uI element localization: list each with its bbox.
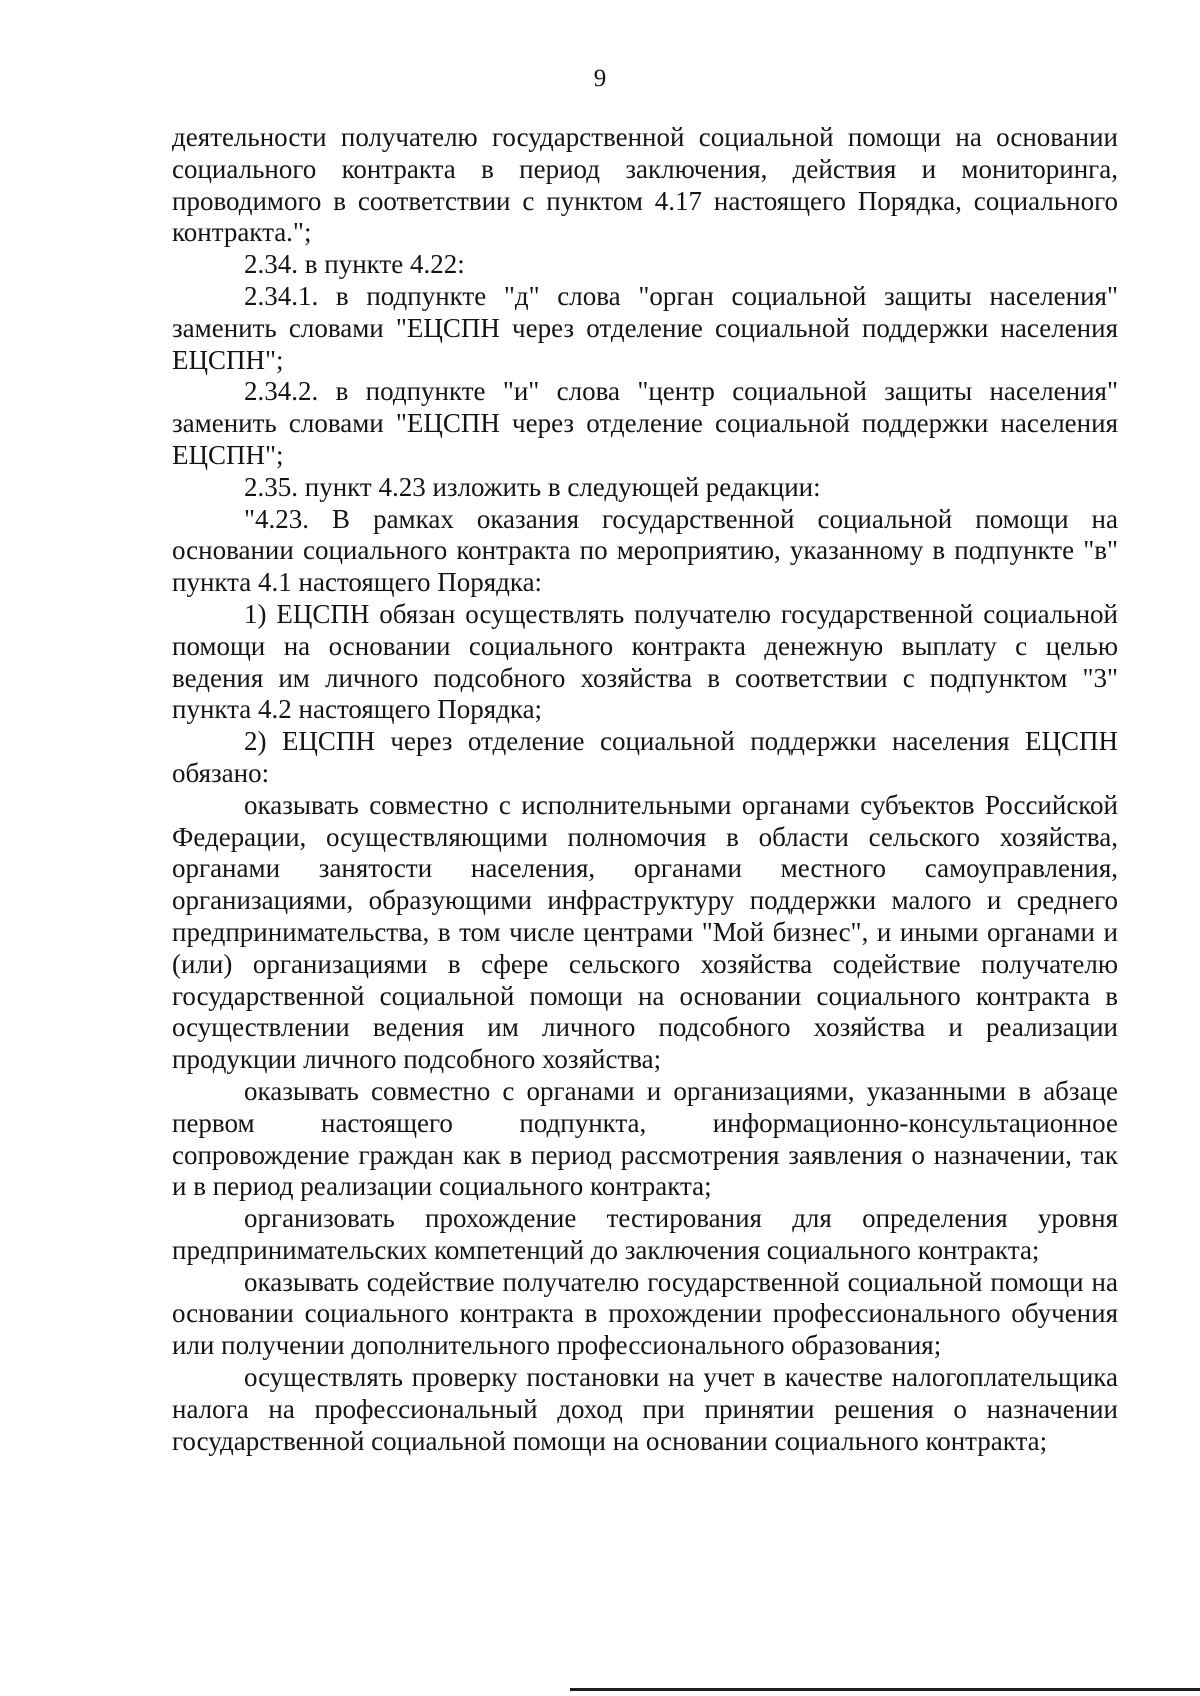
bottom-edge-line xyxy=(570,1688,1200,1691)
paragraph-continuation: деятельности получателю государственной социальной помощи на основании социального контракта в период заключения, действия и мониторинга, проводимого в соответствии с пунктом 4.17 настоящего Порядка, социального контракта."; xyxy=(172,122,1118,248)
paragraph-item-2: 2) ЕЦСПН через отделение социальной поддержки населения ЕЦСПН обязано: xyxy=(172,726,1118,788)
paragraph-duty-testing: организовать прохождение тестирования для определения уровня предпринимательских компетенций до заключения социального контракта; xyxy=(172,1203,1118,1265)
paragraph-duty-assistance: оказывать совместно с исполнительными органами субъектов Российской Федерации, осуществляющими полномочия в области сельского хозяйства, органами занятости населения, органами местного самоуправления, организациями, образующими инфраструктуру поддержки малого и среднего предпринимательства, в том числе центрами "Мой бизнес", и иными органами и (или) организациями в сфере сельского хозяйства содействие получателю государственной социальной помощи на основании социального контракта в осуществлении ведения им личного подсобного хозяйства и реализации продукции личного подсобного хозяйства; xyxy=(172,789,1118,1075)
paragraph-duty-tax-check: осуществлять проверку постановки на учет в качестве налогоплательщика налога на профессиональный доход при принятии решения о назначении государственной социальной помощи на основании социального контракта; xyxy=(172,1362,1118,1456)
paragraph-duty-education: оказывать содействие получателю государственной социальной помощи на основании социального контракта в прохождении профессионального обучения или получении дополнительного профессионального образования; xyxy=(172,1266,1118,1361)
paragraph-4-23: "4.23. В рамках оказания государственной социальной помощи на основании социального контракта по мероприятию, указанному в подпункте "в" пункта 4.1 настоящего Порядка: xyxy=(172,503,1118,598)
paragraph-duty-consulting: оказывать совместно с органами и организациями, указанными в абзаце первом настоящего подпункта, информационно-консультационное сопровождение граждан как в период рассмотрения заявления о назначении, так и в период реализации социального контракта; xyxy=(172,1075,1118,1202)
paragraph-2-34-1: 2.34.1. в подпункте "д" слова "орган социальной защиты населения" заменить словами "ЕЦСПН через отделение социальной поддержки населения ЕЦСПН"; xyxy=(172,280,1118,375)
page-number: 9 xyxy=(593,65,607,92)
paragraph-2-35: 2.35. пункт 4.23 изложить в следующей редакции: xyxy=(244,471,821,502)
paragraph-2-34-2: 2.34.2. в подпункте "и" слова "центр социальной защиты населения" заменить словами "ЕЦСПН через отделение социальной поддержки населения ЕЦСПН"; xyxy=(172,376,1118,470)
paragraph-item-1: 1) ЕЦСПН обязан осуществлять получателю государственной социальной помощи на основании социального контракта денежную выплату с целью ведения им личного подсобного хозяйства в соответствии с подпунктом "3" пункта 4.2 настоящего Порядка; xyxy=(172,598,1118,725)
paragraph-2-34: 2.34. в пункте 4.22: xyxy=(244,249,465,280)
document-body xyxy=(172,122,1118,1457)
